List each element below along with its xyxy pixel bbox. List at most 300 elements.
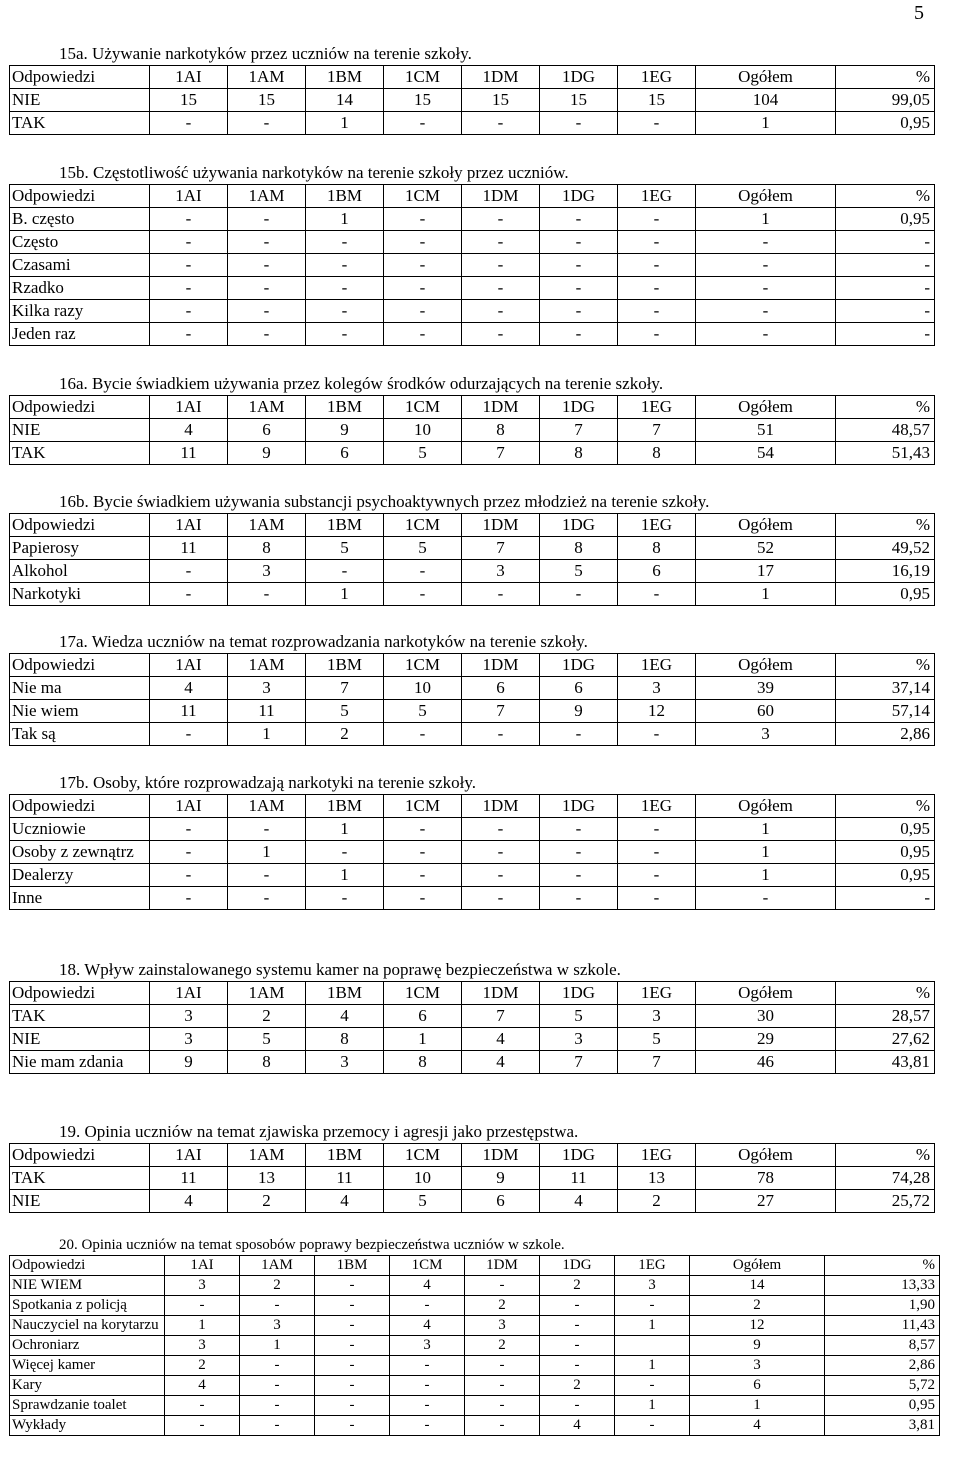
table-cell: - xyxy=(315,1416,390,1436)
table-cell: - xyxy=(384,208,462,231)
table-cell: 8,57 xyxy=(825,1336,940,1356)
header-cell: Ogółem xyxy=(696,982,836,1005)
table-row xyxy=(10,1396,940,1416)
table-cell: - xyxy=(540,818,618,841)
table-cell: 8 xyxy=(618,537,696,560)
table-cell: 4 xyxy=(150,1190,228,1213)
table-row xyxy=(10,89,935,112)
table-cell: - xyxy=(462,208,540,231)
row-label: Inne xyxy=(10,887,150,910)
row-label: Wykłady xyxy=(10,1416,165,1436)
table-cell: 1 xyxy=(615,1396,690,1416)
table-cell: 4 xyxy=(390,1276,465,1296)
header-cell: 1EG xyxy=(618,185,696,208)
table-cell: 8 xyxy=(462,419,540,442)
table-cell: 51 xyxy=(696,419,836,442)
table-row xyxy=(10,323,935,346)
section-19 xyxy=(9,1121,934,1213)
table-cell: - xyxy=(462,300,540,323)
table-cell: - xyxy=(150,887,228,910)
table-cell: 0,95 xyxy=(836,583,935,606)
table-cell: 3 xyxy=(465,1316,540,1336)
table-cell: - xyxy=(150,864,228,887)
table-row xyxy=(10,208,935,231)
table-cell: 8 xyxy=(306,1028,384,1051)
table-cell: 12 xyxy=(618,700,696,723)
table-cell: 1 xyxy=(696,208,836,231)
header-cell: 1DM xyxy=(462,66,540,89)
table-cell: - xyxy=(150,112,228,135)
table-cell: - xyxy=(240,1356,315,1376)
table-cell: - xyxy=(315,1336,390,1356)
table-cell: 3 xyxy=(228,677,306,700)
table-cell: - xyxy=(390,1296,465,1316)
data-table xyxy=(9,653,935,746)
table-caption: 18. Wpływ zainstalowanego systemu kamer na poprawę bezpieczeństwa w szkole. xyxy=(59,960,621,979)
table-cell: - xyxy=(462,818,540,841)
table-cell: - xyxy=(465,1356,540,1376)
table-cell: - xyxy=(836,323,935,346)
table-cell: 7 xyxy=(540,419,618,442)
header-row xyxy=(10,654,935,677)
table-cell: - xyxy=(540,723,618,746)
table-row xyxy=(10,112,935,135)
header-cell: 1CM xyxy=(384,514,462,537)
table-cell: - xyxy=(315,1276,390,1296)
table-cell: 1 xyxy=(228,841,306,864)
header-cell: 1CM xyxy=(384,66,462,89)
header-cell: 1DM xyxy=(462,185,540,208)
table-cell: - xyxy=(228,254,306,277)
table-cell: 10 xyxy=(384,419,462,442)
table-cell: 11 xyxy=(540,1167,618,1190)
table-cell: 13 xyxy=(618,1167,696,1190)
table-cell: 6 xyxy=(306,442,384,465)
table-cell: - xyxy=(165,1396,240,1416)
section-20 xyxy=(9,1236,934,1436)
table-cell: - xyxy=(615,1376,690,1396)
header-row xyxy=(10,185,935,208)
header-cell: 1AM xyxy=(228,514,306,537)
table-cell: - xyxy=(315,1376,390,1396)
data-table xyxy=(9,1143,935,1213)
table-cell: 9 xyxy=(150,1051,228,1074)
table-cell: 3 xyxy=(165,1276,240,1296)
row-label: Czasami xyxy=(10,254,150,277)
table-cell: 2 xyxy=(240,1276,315,1296)
row-label: Osoby z zewnątrz xyxy=(10,841,150,864)
row-label: TAK xyxy=(10,442,150,465)
table-cell: 1 xyxy=(696,818,836,841)
table-cell: - xyxy=(384,818,462,841)
table-cell: - xyxy=(540,1356,615,1376)
row-label: TAK xyxy=(10,112,150,135)
table-cell: - xyxy=(615,1416,690,1436)
table-cell: 4 xyxy=(390,1316,465,1336)
table-cell: 15 xyxy=(384,89,462,112)
table-cell: 74,28 xyxy=(836,1167,935,1190)
table-cell: - xyxy=(615,1296,690,1316)
header-cell: % xyxy=(836,654,935,677)
header-cell: 1EG xyxy=(618,795,696,818)
data-table xyxy=(9,981,935,1074)
table-cell: - xyxy=(465,1376,540,1396)
table-cell: 99,05 xyxy=(836,89,935,112)
table-row xyxy=(10,1316,940,1336)
header-cell: % xyxy=(836,982,935,1005)
table-cell: 11 xyxy=(228,700,306,723)
row-label: Kary xyxy=(10,1376,165,1396)
header-cell: Odpowiedzi xyxy=(10,654,150,677)
table-cell: 7 xyxy=(462,700,540,723)
table-cell: - xyxy=(540,1336,615,1356)
table-cell: - xyxy=(462,864,540,887)
table-caption: 17a. Wiedza uczniów na temat rozprowadzania narkotyków na terenie szkoły. xyxy=(59,632,588,651)
header-cell: 1BM xyxy=(306,982,384,1005)
section-16a xyxy=(9,373,934,465)
row-label: NIE xyxy=(10,1190,150,1213)
table-cell: 27 xyxy=(696,1190,836,1213)
row-label: Kilka razy xyxy=(10,300,150,323)
table-cell: 4 xyxy=(462,1028,540,1051)
table-cell: 1 xyxy=(696,841,836,864)
table-cell: 15 xyxy=(228,89,306,112)
row-label: NIE xyxy=(10,89,150,112)
table-cell: 2 xyxy=(540,1276,615,1296)
header-cell: 1CM xyxy=(384,396,462,419)
page-number: 5 xyxy=(914,2,924,24)
table-cell: - xyxy=(228,583,306,606)
table-cell: 7 xyxy=(462,442,540,465)
table-cell: 3 xyxy=(618,1005,696,1028)
table-row xyxy=(10,560,935,583)
table-cell: - xyxy=(462,112,540,135)
table-cell: 57,14 xyxy=(836,700,935,723)
header-cell: % xyxy=(825,1256,940,1276)
table-cell: - xyxy=(384,112,462,135)
header-row xyxy=(10,66,935,89)
data-table xyxy=(9,794,935,910)
header-cell: Ogółem xyxy=(696,185,836,208)
table-row xyxy=(10,1276,940,1296)
table-cell: 3 xyxy=(540,1028,618,1051)
header-cell: 1AI xyxy=(150,185,228,208)
table-cell: 9 xyxy=(306,419,384,442)
table-cell: 1 xyxy=(696,583,836,606)
header-cell: 1AM xyxy=(228,66,306,89)
row-label: NIE xyxy=(10,1028,150,1051)
table-cell: 54 xyxy=(696,442,836,465)
header-cell: 1EG xyxy=(618,654,696,677)
table-cell: - xyxy=(540,277,618,300)
table-cell: - xyxy=(540,887,618,910)
header-cell: 1AI xyxy=(150,795,228,818)
table-cell: 1 xyxy=(306,208,384,231)
table-cell: 2 xyxy=(540,1376,615,1396)
header-cell: % xyxy=(836,795,935,818)
table-cell: 29 xyxy=(696,1028,836,1051)
header-cell: Odpowiedzi xyxy=(10,514,150,537)
table-cell: 5 xyxy=(618,1028,696,1051)
table-cell: - xyxy=(384,254,462,277)
table-cell: 9 xyxy=(228,442,306,465)
table-cell: - xyxy=(150,818,228,841)
header-cell: Odpowiedzi xyxy=(10,66,150,89)
header-cell: 1DG xyxy=(540,66,618,89)
row-label: Nie wiem xyxy=(10,700,150,723)
table-cell: 0,95 xyxy=(836,841,935,864)
header-row xyxy=(10,795,935,818)
table-cell: - xyxy=(306,277,384,300)
table-cell: - xyxy=(384,323,462,346)
header-cell: % xyxy=(836,1144,935,1167)
table-cell: 10 xyxy=(384,677,462,700)
row-label: Ochroniarz xyxy=(10,1336,165,1356)
table-cell: 8 xyxy=(540,442,618,465)
table-cell: 3 xyxy=(306,1051,384,1074)
header-cell: 1BM xyxy=(306,514,384,537)
table-cell: 16,19 xyxy=(836,560,935,583)
section-18 xyxy=(9,959,934,1074)
table-cell: 1 xyxy=(306,864,384,887)
header-cell: 1EG xyxy=(615,1256,690,1276)
table-cell: - xyxy=(618,864,696,887)
table-cell: - xyxy=(618,112,696,135)
table-row xyxy=(10,277,935,300)
table-caption: 19. Opinia uczniów na temat zjawiska przemocy i agresji jako przestępstwa. xyxy=(59,1122,579,1141)
table-cell: 1,90 xyxy=(825,1296,940,1316)
header-cell: 1DG xyxy=(540,185,618,208)
table-cell: 15 xyxy=(618,89,696,112)
table-cell: 1 xyxy=(306,818,384,841)
header-cell: 1AM xyxy=(228,795,306,818)
table-cell: 1 xyxy=(384,1028,462,1051)
table-cell: 27,62 xyxy=(836,1028,935,1051)
table-cell: 48,57 xyxy=(836,419,935,442)
table-cell: - xyxy=(150,583,228,606)
table-row xyxy=(10,887,935,910)
table-cell: 4 xyxy=(462,1051,540,1074)
table-cell: 4 xyxy=(150,419,228,442)
header-cell: 1DM xyxy=(462,982,540,1005)
header-cell: % xyxy=(836,185,935,208)
table-cell: - xyxy=(240,1396,315,1416)
header-cell: 1AI xyxy=(165,1256,240,1276)
table-cell: 5 xyxy=(306,700,384,723)
table-cell: 2 xyxy=(618,1190,696,1213)
table-caption: 16b. Bycie świadkiem używania substancji psychoaktywnych przez młodzież na terenie szkoły. xyxy=(59,492,710,511)
table-cell: - xyxy=(165,1296,240,1316)
table-row xyxy=(10,818,935,841)
table-cell: 2 xyxy=(465,1296,540,1316)
table-cell: 11 xyxy=(150,442,228,465)
row-label: Sprawdzanie toalet xyxy=(10,1396,165,1416)
table-cell: - xyxy=(150,841,228,864)
table-cell: 43,81 xyxy=(836,1051,935,1074)
table-row xyxy=(10,1028,935,1051)
header-cell: 1DG xyxy=(540,396,618,419)
header-cell: % xyxy=(836,514,935,537)
table-row xyxy=(10,254,935,277)
header-cell: 1BM xyxy=(306,1144,384,1167)
table-cell: 15 xyxy=(150,89,228,112)
table-cell: 11 xyxy=(150,700,228,723)
table-cell: - xyxy=(384,231,462,254)
table-cell: 7 xyxy=(306,677,384,700)
table-cell: 52 xyxy=(696,537,836,560)
table-cell: - xyxy=(240,1416,315,1436)
table-row xyxy=(10,231,935,254)
table-cell: 4 xyxy=(690,1416,825,1436)
header-cell: 1DM xyxy=(462,514,540,537)
header-cell: 1EG xyxy=(618,982,696,1005)
table-row xyxy=(10,1005,935,1028)
table-cell: - xyxy=(540,1296,615,1316)
row-label: NIE WIEM xyxy=(10,1276,165,1296)
table-cell: 3 xyxy=(228,560,306,583)
table-cell: 46 xyxy=(696,1051,836,1074)
table-cell: - xyxy=(228,112,306,135)
row-label: Często xyxy=(10,231,150,254)
table-cell: - xyxy=(228,864,306,887)
header-cell: 1CM xyxy=(384,654,462,677)
table-cell: - xyxy=(390,1416,465,1436)
table-cell: - xyxy=(228,887,306,910)
table-row xyxy=(10,1051,935,1074)
table-cell: 9 xyxy=(540,700,618,723)
header-cell: 1DG xyxy=(540,654,618,677)
table-cell: - xyxy=(540,231,618,254)
table-caption: 17b. Osoby, które rozprowadzają narkotyki na terenie szkoły. xyxy=(59,773,476,792)
table-cell: 1 xyxy=(306,112,384,135)
table-cell: 11 xyxy=(150,1167,228,1190)
header-cell: 1BM xyxy=(306,795,384,818)
header-cell: 1CM xyxy=(384,982,462,1005)
table-cell: 7 xyxy=(540,1051,618,1074)
row-label: Alkohol xyxy=(10,560,150,583)
table-cell: 3 xyxy=(696,723,836,746)
table-cell: 5 xyxy=(228,1028,306,1051)
table-cell: - xyxy=(240,1376,315,1396)
table-cell: 17 xyxy=(696,560,836,583)
table-cell: 4 xyxy=(306,1190,384,1213)
table-cell: 3 xyxy=(150,1005,228,1028)
table-cell: - xyxy=(462,323,540,346)
table-cell: 6 xyxy=(462,677,540,700)
header-cell: 1BM xyxy=(315,1256,390,1276)
header-cell: Odpowiedzi xyxy=(10,1256,165,1276)
table-cell: - xyxy=(696,231,836,254)
table-cell: 1 xyxy=(306,583,384,606)
row-label: Spotkania z policją xyxy=(10,1296,165,1316)
table-cell: - xyxy=(540,1316,615,1336)
table-cell: 8 xyxy=(384,1051,462,1074)
table-cell: 15 xyxy=(462,89,540,112)
header-cell: 1DG xyxy=(540,1256,615,1276)
table-cell: - xyxy=(306,887,384,910)
table-cell: - xyxy=(306,560,384,583)
table-cell: 0,95 xyxy=(836,864,935,887)
table-cell: 6 xyxy=(618,560,696,583)
data-table xyxy=(9,513,935,606)
table-cell: 10 xyxy=(384,1167,462,1190)
table-cell: 60 xyxy=(696,700,836,723)
table-cell: 3 xyxy=(618,677,696,700)
table-cell: 37,14 xyxy=(836,677,935,700)
table-cell: 14 xyxy=(690,1276,825,1296)
table-cell: - xyxy=(618,277,696,300)
table-cell: 6 xyxy=(690,1376,825,1396)
table-row xyxy=(10,442,935,465)
row-label: Uczniowie xyxy=(10,818,150,841)
header-cell: 1CM xyxy=(384,795,462,818)
header-cell: 1AM xyxy=(228,185,306,208)
table-cell: - xyxy=(390,1376,465,1396)
table-cell: 5 xyxy=(306,537,384,560)
table-cell: 2 xyxy=(165,1356,240,1376)
data-table xyxy=(9,395,935,465)
header-cell: 1CM xyxy=(384,185,462,208)
header-cell: Ogółem xyxy=(696,1144,836,1167)
table-cell: 4 xyxy=(165,1376,240,1396)
header-cell: 1AI xyxy=(150,66,228,89)
header-cell: 1AM xyxy=(228,396,306,419)
table-cell: - xyxy=(465,1416,540,1436)
table-cell: 28,57 xyxy=(836,1005,935,1028)
table-cell: - xyxy=(228,323,306,346)
table-cell: 3 xyxy=(240,1316,315,1336)
table-cell: 6 xyxy=(228,419,306,442)
header-row xyxy=(10,1144,935,1167)
table-cell: - xyxy=(384,300,462,323)
header-cell: Odpowiedzi xyxy=(10,982,150,1005)
header-cell: Ogółem xyxy=(696,514,836,537)
table-cell: - xyxy=(618,841,696,864)
table-cell: - xyxy=(696,300,836,323)
table-row xyxy=(10,1296,940,1316)
header-cell: Ogółem xyxy=(690,1256,825,1276)
table-cell: 7 xyxy=(462,537,540,560)
table-cell: 51,43 xyxy=(836,442,935,465)
table-cell: - xyxy=(836,277,935,300)
table-cell: - xyxy=(315,1296,390,1316)
table-cell: - xyxy=(696,887,836,910)
row-label: Rzadko xyxy=(10,277,150,300)
table-cell: 5 xyxy=(384,1190,462,1213)
table-row xyxy=(10,841,935,864)
table-cell xyxy=(615,1336,690,1356)
table-cell: - xyxy=(836,300,935,323)
table-cell: 7 xyxy=(618,1051,696,1074)
table-cell: 1 xyxy=(240,1336,315,1356)
table-row xyxy=(10,1190,935,1213)
table-cell: 13,33 xyxy=(825,1276,940,1296)
table-cell: - xyxy=(228,818,306,841)
table-cell: 30 xyxy=(696,1005,836,1028)
header-cell: 1BM xyxy=(306,654,384,677)
table-cell: 1 xyxy=(696,864,836,887)
table-cell: - xyxy=(462,231,540,254)
table-caption: 15a. Używanie narkotyków przez uczniów na terenie szkoły. xyxy=(59,44,472,63)
row-label: Narkotyki xyxy=(10,583,150,606)
section-17b xyxy=(9,772,934,910)
table-cell: 5 xyxy=(384,700,462,723)
table-cell: 13 xyxy=(228,1167,306,1190)
table-cell: - xyxy=(696,323,836,346)
table-cell: 1 xyxy=(615,1316,690,1336)
header-cell: % xyxy=(836,396,935,419)
table-cell: - xyxy=(390,1396,465,1416)
